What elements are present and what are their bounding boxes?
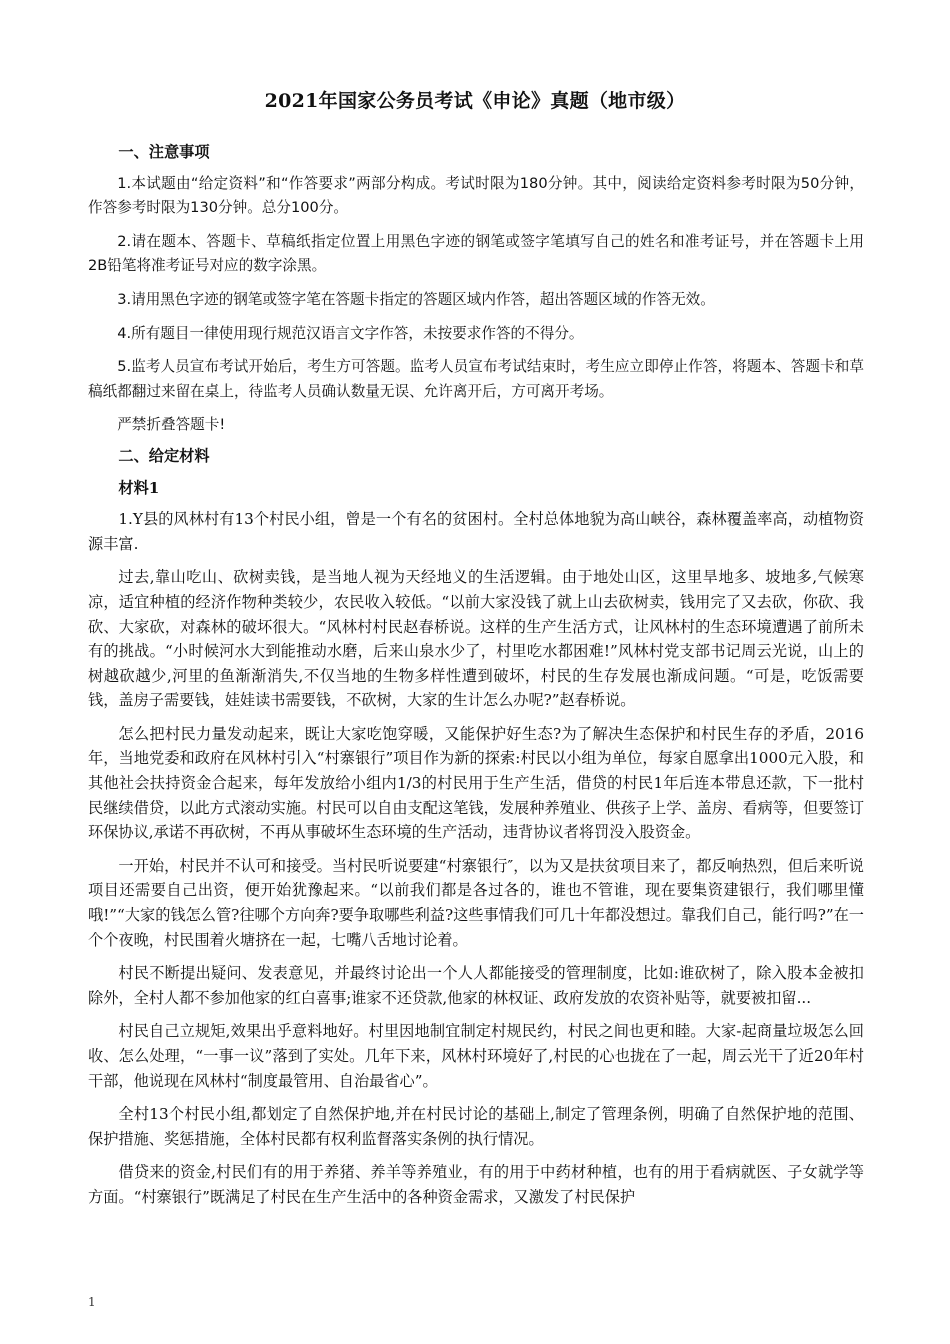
notice-item: 3.请用黑色字迹的钢笔或签字笔在答题卡指定的答题区域内作答，超出答题区域的作答无效。 (117, 290, 715, 308)
paragraph: 一开始，村民并不认可和接受。当村民听说要建“村寨银行″，以为又是扶贫项目来了，都反响热烈，但后来听说项目还需要自己出资，便开始犹豫起来。“以前我们都是各过各的，谁也不管谁，现在要集资建银行，我们哪里懂哦!”“大家的钱怎么管?往哪个方向奔?要争取哪些利益?这些事情我们可几十年都没想过。靠我们自己，能行吗?”在一个个夜晚，村民围着火塘挤在一起，七嘴八舌地讨论着。 (88, 856, 864, 949)
notice-item: 5.监考人员宣布考试开始后，考生方可答题。监考人员宣布考试结束时，考生应立即停止作答，将题本、答题卡和草稿纸都翻过来留在桌上，待监考人员确认数量无误、允许离开后，方可离开考场。 (88, 358, 864, 400)
notice-item: 4.所有题目一律使用现行规范汉语言文字作答，未按要求作答的不得分。 (117, 324, 584, 342)
paragraph: 全村13个村民小组,都划定了自然保护地,并在村民讨论的基础上,制定了管理条例，明确了自然保护地的范围、保护措施、奖惩措施，全体村民都有权利监督落实条例的执行情况。 (88, 1105, 864, 1148)
document-title: 2021年国家公务员考试《申论》真题（地市级） (264, 90, 686, 112)
section-heading-materials: 二、给定材料 (118, 446, 210, 465)
paragraph: 1.Y县的风林村有13个村民小组，曾是一个有名的贫困村。全村总体地貌为高山峡谷，森林覆盖率高，动植物资源丰富. (88, 510, 864, 553)
paragraph: 怎么把村民力量发动起来，既让大家吃饱穿暖，又能保护好生态?为了解决生态保护和村民生存的矛盾，2016年，当地党委和政府在风林村引入“村寨银行”项目作为新的探索:村民以小组为单位，每家自愿拿出1000元入股，和其他社会扶持资金合起来，每年发放给小组内1/3的村民用于生产生活，借贷的村民1年后连本带息还款，下一批村民继续借贷，以此方式滚动实施。村民可以自由支配这笔钱，发展种养殖业、供孩子上学、盖房、看病等，但要签订环保协议,承诺不再砍树，不再从事破坏生态环境的生产活动，违背协议者将罚没入股资金。 (88, 724, 864, 842)
material-heading: 材料1 (118, 478, 160, 497)
paragraph: 村民自己立规矩,效果出乎意料地好。村里因地制宜制定村规民约，村民之间也更和睦。大家-起商量垃圾怎么回收、怎么处理，“一事一议”落到了实处。几年下来，风林村环境好了,村民的心也拢在了一起，周云光干了近20年村干部，他说现在风林村“制度最管用、自治最省心”。 (88, 1022, 864, 1090)
notice-item: 2.请在题本、答题卡、草稿纸指定位置上用黑色字迹的钢笔或签字笔填写自己的姓名和准考证号，并在答题卡上用2B铅笔将准考证号对应的数字涂黑。 (88, 232, 864, 275)
caution-text: 严禁折叠答题卡! (117, 416, 226, 434)
document-body (88, 140, 864, 1219)
paragraph: 村民不断提出疑问、发表意见，并最终讨论出一个人人都能接受的管理制度，比如:谁砍树了，除入股本金被扣除外，全村人都不参加他家的红白喜事;谁家不还贷款,他家的林权证、政府发放的农资补贴等，就要被扣留... (88, 964, 864, 1007)
notice-item: 1.本试题由“给定资料”和“作答要求”两部分构成。考试时限为180分钟。其中，阅读给定资料参考时限为50分钟，作答参考时限为130分钟。总分100分。 (88, 174, 864, 217)
section-heading-notices: 一、注意事项 (118, 143, 210, 161)
page-number: 1 (88, 1295, 96, 1309)
paragraph: 借贷来的资金,村民们有的用于养猪、养羊等养殖业，有的用于中药材种植，也有的用于看病就医、子女就学等方面。“村寨银行”既满足了村民在生产生活中的各种资金需求，又激发了村民保护 (88, 1163, 864, 1206)
paragraph: 过去,靠山吃山、砍树卖钱，是当地人视为天经地义的生活逻辑。由于地处山区，这里旱地多、坡地多,气候寒凉，适宜种植的经济作物种类较少，农民收入较低。“以前大家没钱了就上山去砍树卖，钱用完了又去砍，你砍、我砍、大家砍，对森林的破坏很大。“风林村村民赵春桥说。这样的生产生活方式，让风林村的生态环境遭遇了前所未有的挑战。“小时候河水大到能推动水磨，后来山泉水少了，村里吃水都困难!”风林村党支部书记周云光说，山上的树越砍越少,河里的鱼渐渐消失,不仅当地的生物多样性遭到破坏，村民的生存发展也渐成问题。“可是，吃饭需要钱，盖房子需要钱，娃娃读书需要钱，不砍树，大家的生计怎么办呢?”赵春桥说。 (88, 568, 864, 710)
